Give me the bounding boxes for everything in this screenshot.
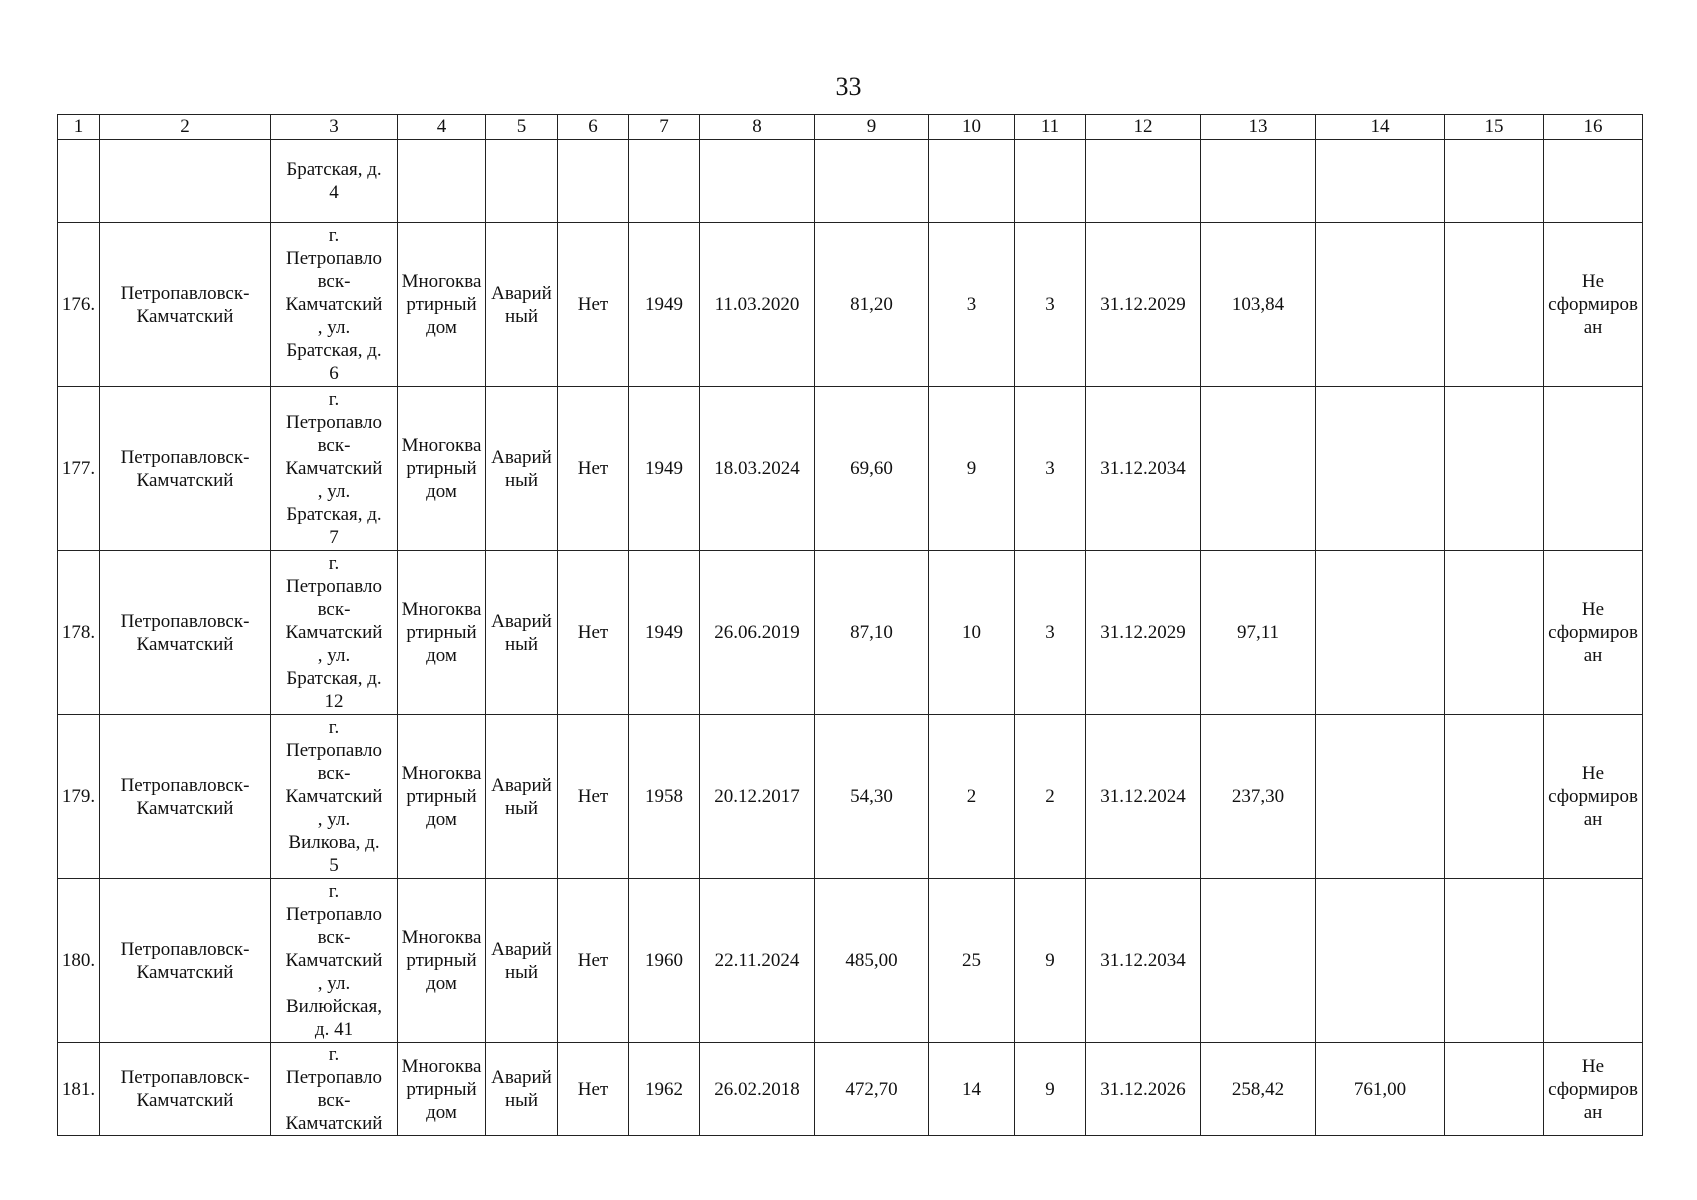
page-number: 33 <box>835 72 862 101</box>
status-cell: Не сформиров ан <box>1544 1043 1643 1136</box>
area-cell: 69,60 <box>815 387 929 551</box>
column-number: 10 <box>929 115 1015 140</box>
municipality-cell: Петропавловск- Камчатский <box>100 387 271 551</box>
address-cell: г. Петропавло вск- Камчатский , ул. Вилюйская, д. 41 <box>271 879 398 1043</box>
year-cell: 1949 <box>629 387 700 551</box>
date-cell: 18.03.2024 <box>700 387 815 551</box>
residents-cell: 9 <box>929 387 1015 551</box>
municipality-cell: Петропавловск- Камчатский <box>100 223 271 387</box>
col15-cell <box>1445 715 1544 879</box>
table-row <box>58 387 1643 551</box>
column-number: 16 <box>1544 115 1643 140</box>
col13-cell: 97,11 <box>1201 551 1316 715</box>
year-cell: 1962 <box>629 1043 700 1136</box>
units-cell: 3 <box>1015 551 1086 715</box>
table-row <box>58 879 1643 1043</box>
residents-cell: 3 <box>929 223 1015 387</box>
area-cell: 81,20 <box>815 223 929 387</box>
column-number: 1 <box>58 115 100 140</box>
column-number: 12 <box>1086 115 1201 140</box>
condition-cell: Аварий ный <box>486 879 558 1043</box>
address-cell: г. Петропавло вск- Камчатский , ул. Братская, д. 12 <box>271 551 398 715</box>
date-cell: 11.03.2020 <box>700 223 815 387</box>
housing-registry-table <box>57 114 1643 1136</box>
area-cell: 54,30 <box>815 715 929 879</box>
units-cell: 9 <box>1015 1043 1086 1136</box>
row-number: 179. <box>58 715 100 879</box>
col14-cell <box>1316 551 1445 715</box>
units-cell: 3 <box>1015 223 1086 387</box>
row-number: 176. <box>58 223 100 387</box>
status-cell: Не сформиров ан <box>1544 715 1643 879</box>
year-cell: 1958 <box>629 715 700 879</box>
col13-cell: 258,42 <box>1201 1043 1316 1136</box>
col14-cell <box>1316 387 1445 551</box>
table-row <box>58 551 1643 715</box>
building-type-cell: Многоква ртирный дом <box>398 879 486 1043</box>
year-cell: 1960 <box>629 879 700 1043</box>
flag-cell: Нет <box>558 551 629 715</box>
table-row <box>58 223 1643 387</box>
address-cell: г. Петропавло вск- Камчатский , ул. Вилкова, д. 5 <box>271 715 398 879</box>
column-number-row <box>58 115 1643 140</box>
column-number: 4 <box>398 115 486 140</box>
year-cell: 1949 <box>629 551 700 715</box>
area-cell: 485,00 <box>815 879 929 1043</box>
date-cell: 26.02.2018 <box>700 1043 815 1136</box>
deadline-cell: 31.12.2034 <box>1086 387 1201 551</box>
condition-cell: Аварий ный <box>486 1043 558 1136</box>
deadline-cell: 31.12.2029 <box>1086 551 1201 715</box>
units-cell: 2 <box>1015 715 1086 879</box>
col14-cell <box>1316 879 1445 1043</box>
condition-cell: Аварий ный <box>486 223 558 387</box>
area-cell: 87,10 <box>815 551 929 715</box>
deadline-cell: 31.12.2026 <box>1086 1043 1201 1136</box>
units-cell: 3 <box>1015 387 1086 551</box>
table-row <box>58 1043 1643 1136</box>
address-cell: г. Петропавло вск- Камчатский , ул. Братская, д. 6 <box>271 223 398 387</box>
table-row <box>58 715 1643 879</box>
status-cell: Не сформиров ан <box>1544 223 1643 387</box>
flag-cell: Нет <box>558 715 629 879</box>
column-number: 13 <box>1201 115 1316 140</box>
building-type-cell: Многоква ртирный дом <box>398 1043 486 1136</box>
address-cell: г. Петропавло вск- Камчатский , ул. Братская, д. 7 <box>271 387 398 551</box>
building-type-cell: Многоква ртирный дом <box>398 223 486 387</box>
col14-cell <box>1316 715 1445 879</box>
row-number: 180. <box>58 879 100 1043</box>
column-number: 6 <box>558 115 629 140</box>
row-number: 177. <box>58 387 100 551</box>
status-cell: Не сформиров ан <box>1544 551 1643 715</box>
condition-cell: Аварий ный <box>486 551 558 715</box>
col13-cell <box>1201 387 1316 551</box>
column-number: 7 <box>629 115 700 140</box>
col13-cell: 103,84 <box>1201 223 1316 387</box>
col14-cell: 761,00 <box>1316 1043 1445 1136</box>
deadline-cell: 31.12.2024 <box>1086 715 1201 879</box>
deadline-cell: 31.12.2029 <box>1086 223 1201 387</box>
status-cell <box>1544 879 1643 1043</box>
col14-cell <box>1316 223 1445 387</box>
residents-cell: 10 <box>929 551 1015 715</box>
col15-cell <box>1445 1043 1544 1136</box>
municipality-cell: Петропавловск- Камчатский <box>100 1043 271 1136</box>
col15-cell <box>1445 551 1544 715</box>
column-number: 14 <box>1316 115 1445 140</box>
col15-cell <box>1445 223 1544 387</box>
deadline-cell: 31.12.2034 <box>1086 879 1201 1043</box>
flag-cell: Нет <box>558 223 629 387</box>
column-number: 8 <box>700 115 815 140</box>
col13-cell <box>1201 879 1316 1043</box>
building-type-cell: Многоква ртирный дом <box>398 715 486 879</box>
area-cell: 472,70 <box>815 1043 929 1136</box>
date-cell: 20.12.2017 <box>700 715 815 879</box>
building-type-cell: Многоква ртирный дом <box>398 387 486 551</box>
column-number: 3 <box>271 115 398 140</box>
row-number: 178. <box>58 551 100 715</box>
residents-cell: 2 <box>929 715 1015 879</box>
column-number: 5 <box>486 115 558 140</box>
address-cell: Братская, д. 4 <box>271 140 398 223</box>
municipality-cell: Петропавловск- Камчатский <box>100 879 271 1043</box>
units-cell: 9 <box>1015 879 1086 1043</box>
year-cell: 1949 <box>629 223 700 387</box>
flag-cell: Нет <box>558 1043 629 1136</box>
column-number: 9 <box>815 115 929 140</box>
residents-cell: 25 <box>929 879 1015 1043</box>
condition-cell: Аварий ный <box>486 387 558 551</box>
address-cell: г. Петропавло вск- Камчатский <box>271 1043 398 1136</box>
col15-cell <box>1445 387 1544 551</box>
residents-cell: 14 <box>929 1043 1015 1136</box>
flag-cell: Нет <box>558 387 629 551</box>
row-number: 181. <box>58 1043 100 1136</box>
municipality-cell: Петропавловск- Камчатский <box>100 551 271 715</box>
continuation-row <box>58 140 1643 223</box>
condition-cell: Аварий ный <box>486 715 558 879</box>
date-cell: 22.11.2024 <box>700 879 815 1043</box>
column-number: 15 <box>1445 115 1544 140</box>
date-cell: 26.06.2019 <box>700 551 815 715</box>
column-number: 11 <box>1015 115 1086 140</box>
municipality-cell: Петропавловск- Камчатский <box>100 715 271 879</box>
col15-cell <box>1445 879 1544 1043</box>
column-number: 2 <box>100 115 271 140</box>
col13-cell: 237,30 <box>1201 715 1316 879</box>
flag-cell: Нет <box>558 879 629 1043</box>
building-type-cell: Многоква ртирный дом <box>398 551 486 715</box>
status-cell <box>1544 387 1643 551</box>
